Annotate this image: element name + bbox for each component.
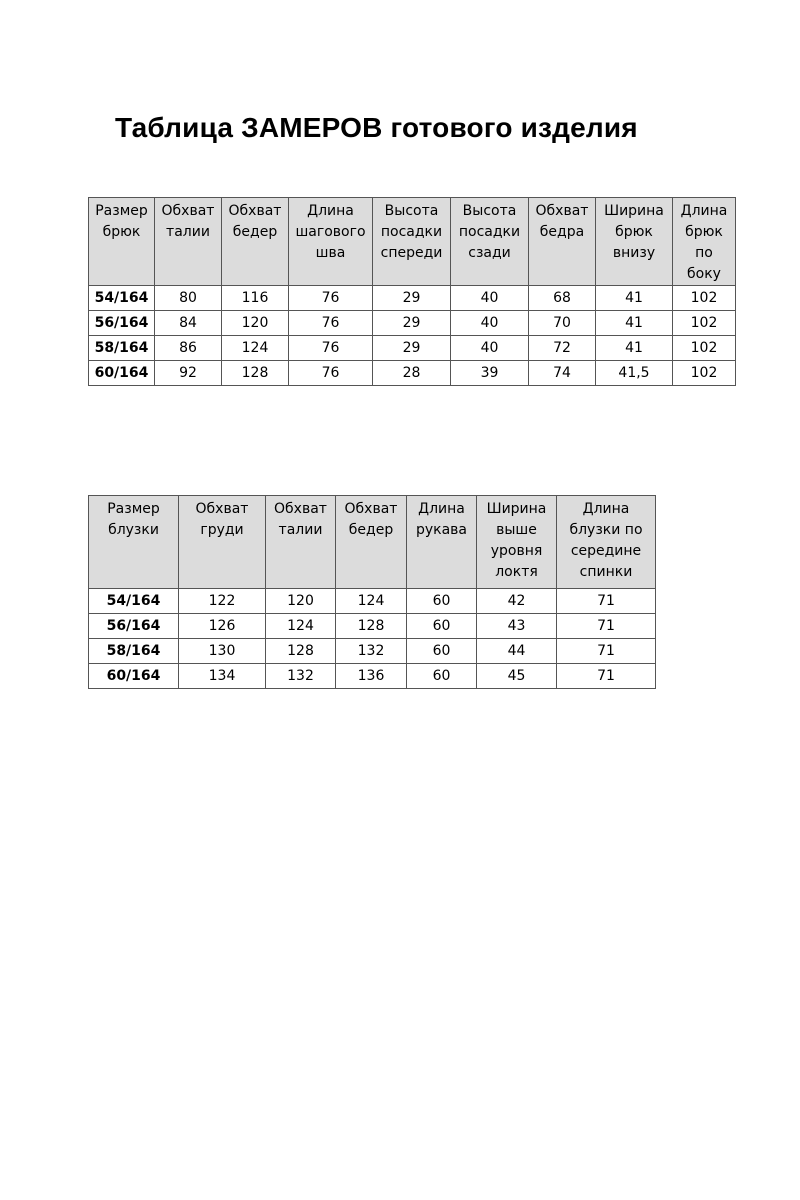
measurement-cell: 126: [179, 614, 266, 639]
measurement-cell: 74: [529, 361, 596, 386]
measurement-cell: 134: [179, 664, 266, 689]
measurement-cell: 39: [451, 361, 529, 386]
column-header-line: по: [695, 245, 713, 261]
measurement-cell: 70: [529, 311, 596, 336]
header-row: [89, 198, 736, 286]
measurement-cell: 102: [673, 286, 736, 311]
measurement-cell: 120: [222, 311, 289, 336]
column-header-line: уровня: [490, 543, 543, 559]
column-header-line: выше: [496, 522, 537, 538]
table-row: [89, 664, 656, 689]
measurement-cell: 29: [373, 336, 451, 361]
blouse-measurements-table: [88, 495, 656, 689]
column-header: [451, 198, 529, 286]
column-header: [336, 496, 407, 589]
size-cell: 54/164: [89, 589, 179, 614]
column-header-line: Ширина: [486, 501, 547, 517]
column-header-line: посадки: [380, 224, 443, 240]
measurement-cell: 71: [557, 639, 656, 664]
column-header-line: спереди: [380, 245, 443, 261]
column-header-line: сзади: [468, 245, 511, 261]
column-header: [596, 198, 673, 286]
column-header-line: Длина: [307, 203, 354, 219]
table-row: [89, 361, 736, 386]
measurement-cell: 60: [407, 664, 477, 689]
size-cell: 56/164: [89, 311, 155, 336]
measurement-cell: 84: [155, 311, 222, 336]
table-row: [89, 639, 656, 664]
column-header: [407, 496, 477, 589]
column-header-line: бедер: [348, 522, 394, 538]
column-header-line: Высота: [384, 203, 439, 219]
measurement-cell: 41: [596, 311, 673, 336]
measurement-cell: 102: [673, 311, 736, 336]
measurement-cell: 29: [373, 311, 451, 336]
measurement-cell: 76: [289, 311, 373, 336]
measurement-cell: 128: [266, 639, 336, 664]
size-cell: 58/164: [89, 336, 155, 361]
column-header-line: Обхват: [535, 203, 589, 219]
measurement-cell: 60: [407, 614, 477, 639]
measurement-cell: 40: [451, 336, 529, 361]
measurement-cell: 128: [336, 614, 407, 639]
column-header-line: боку: [687, 266, 721, 282]
column-header-line: Длина: [680, 203, 728, 219]
column-header-line: Обхват: [274, 501, 327, 517]
column-header-line: рукава: [415, 522, 468, 538]
measurement-cell: 60: [407, 639, 477, 664]
measurement-cell: 124: [222, 336, 289, 361]
column-header-line: блузки по: [569, 522, 643, 538]
table-row: [89, 311, 736, 336]
column-header-line: Ширина: [604, 203, 664, 219]
measurement-cell: 76: [289, 361, 373, 386]
column-header-line: локтя: [495, 564, 538, 580]
column-header-line: Размер: [95, 203, 148, 219]
measurement-cell: 132: [266, 664, 336, 689]
table-row: [89, 286, 736, 311]
size-cell: 54/164: [89, 286, 155, 311]
table-row: [89, 614, 656, 639]
size-cell: 56/164: [89, 614, 179, 639]
column-header: [89, 496, 179, 589]
column-header: [289, 198, 373, 286]
column-header-line: талии: [166, 224, 210, 240]
measurement-cell: 130: [179, 639, 266, 664]
measurement-cell: 60: [407, 589, 477, 614]
page-title: Таблица ЗАМЕРОВ готового изделия: [115, 112, 638, 143]
column-header-line: груди: [200, 522, 244, 538]
measurement-cell: 41: [596, 286, 673, 311]
measurement-cell: 71: [557, 614, 656, 639]
column-header: [373, 198, 451, 286]
column-header-line: брюк: [102, 224, 141, 240]
measurement-cell: 124: [336, 589, 407, 614]
measurement-cell: 28: [373, 361, 451, 386]
measurement-cell: 71: [557, 589, 656, 614]
column-header-line: Размер: [107, 501, 160, 517]
table-row: [89, 336, 736, 361]
column-header-line: Высота: [462, 203, 517, 219]
measurement-cell: 76: [289, 336, 373, 361]
column-header-line: Обхват: [161, 203, 215, 219]
column-header-line: брюк: [685, 224, 723, 240]
column-header: [89, 198, 155, 286]
column-header-line: посадки: [458, 224, 521, 240]
measurement-cell: 29: [373, 286, 451, 311]
column-header-line: талии: [278, 522, 323, 538]
measurement-cell: 41,5: [596, 361, 673, 386]
column-header-line: шагового: [295, 224, 366, 240]
column-header: [529, 198, 596, 286]
measurement-cell: 71: [557, 664, 656, 689]
measurement-cell: 42: [477, 589, 557, 614]
column-header: [673, 198, 736, 286]
header-row: [89, 496, 656, 589]
measurement-cell: 76: [289, 286, 373, 311]
column-header: [155, 198, 222, 286]
column-header: [266, 496, 336, 589]
measurement-cell: 128: [222, 361, 289, 386]
measurement-cell: 40: [451, 286, 529, 311]
column-header: [477, 496, 557, 589]
measurement-cell: 72: [529, 336, 596, 361]
measurement-cell: 132: [336, 639, 407, 664]
column-header-line: середине: [570, 543, 642, 559]
measurement-cell: 44: [477, 639, 557, 664]
column-header-line: Обхват: [228, 203, 282, 219]
measurement-cell: 116: [222, 286, 289, 311]
measurement-cell: 43: [477, 614, 557, 639]
measurement-cell: 41: [596, 336, 673, 361]
column-header-line: внизу: [612, 245, 656, 261]
size-cell: 60/164: [89, 361, 155, 386]
column-header-line: Обхват: [195, 501, 249, 517]
measurement-cell: 68: [529, 286, 596, 311]
table-row: [89, 589, 656, 614]
column-header-line: бедер: [232, 224, 278, 240]
column-header-line: Обхват: [344, 501, 398, 517]
measurement-cell: 102: [673, 361, 736, 386]
size-cell: 58/164: [89, 639, 179, 664]
measurement-cell: 122: [179, 589, 266, 614]
column-header-line: блузки: [108, 522, 159, 538]
measurement-cell: 102: [673, 336, 736, 361]
measurement-cell: 45: [477, 664, 557, 689]
column-header-line: шва: [315, 245, 346, 261]
measurement-cell: 80: [155, 286, 222, 311]
measurement-cell: 120: [266, 589, 336, 614]
column-header-line: Длина: [418, 501, 465, 517]
trousers-measurements-table: [88, 197, 736, 386]
measurement-cell: 92: [155, 361, 222, 386]
measurement-cell: 136: [336, 664, 407, 689]
column-header: [557, 496, 656, 589]
column-header-line: брюк: [615, 224, 653, 240]
measurement-cell: 124: [266, 614, 336, 639]
size-cell: 60/164: [89, 664, 179, 689]
column-header-line: спинки: [579, 564, 633, 580]
measurement-cell: 40: [451, 311, 529, 336]
column-header-line: бедра: [539, 224, 585, 240]
column-header-line: Длина: [582, 501, 630, 517]
column-header: [222, 198, 289, 286]
measurement-cell: 86: [155, 336, 222, 361]
column-header: [179, 496, 266, 589]
